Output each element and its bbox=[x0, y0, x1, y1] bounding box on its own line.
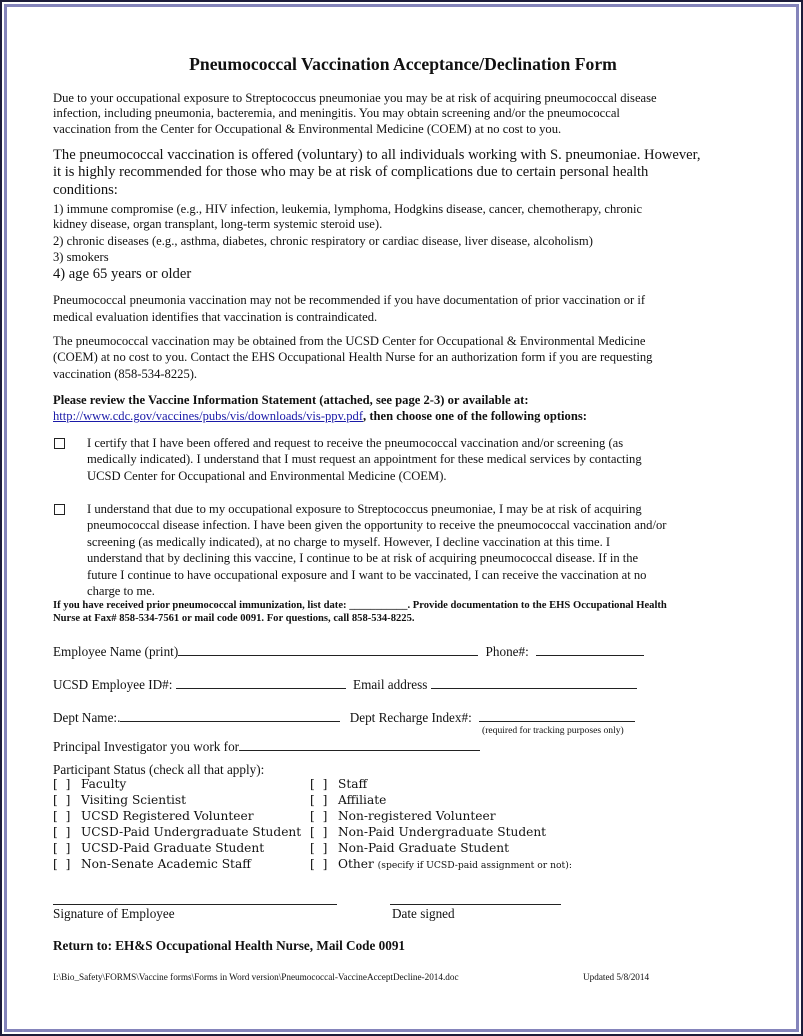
decline-checkbox[interactable] bbox=[54, 504, 65, 515]
status-checkbox[interactable]: [ ] bbox=[53, 793, 73, 807]
condition-item: kidney disease, organ transplant, long-term systemic steroid use). bbox=[53, 217, 383, 232]
date-signed-field[interactable] bbox=[390, 904, 561, 905]
footer-file-path: I:\Bio_Safety\FORMS\Vaccine forms\Forms in Word version\Pneumococcal-VaccineAcceptDecline-2014.doc bbox=[53, 972, 459, 982]
return-to: Return to: EH&S Occupational Health Nurse, Mail Code 0091 bbox=[53, 938, 406, 953]
condition-item: 2) chronic diseases (e.g., asthma, diabetes, chronic respiratory or cardiac disease, liver disease, alcoholism) bbox=[53, 233, 593, 248]
employee-name-row bbox=[53, 643, 644, 660]
signature-field[interactable] bbox=[53, 904, 337, 905]
status-checkbox[interactable]: [ ] bbox=[53, 857, 73, 871]
employee-id-label: UCSD Employee ID#: bbox=[53, 677, 173, 692]
phone-field[interactable] bbox=[536, 643, 644, 656]
recharge-field[interactable] bbox=[479, 709, 635, 722]
condition-item: 1) immune compromise (e.g., HIV infection, leukemia, lymphoma, Hodgkins disease, cancer, chemotherapy, chronic bbox=[53, 202, 643, 216]
recharge-label: Dept Recharge Index#: bbox=[349, 710, 472, 725]
dept-name-label: Dept Name:. bbox=[53, 710, 121, 725]
pi-label: Principal Investigator you work for bbox=[53, 739, 240, 754]
status-label: UCSD-Paid Undergraduate Student bbox=[81, 825, 302, 839]
status-label: Non-Senate Academic Staff bbox=[81, 857, 251, 871]
status-checkbox[interactable]: [ ] bbox=[310, 777, 330, 791]
obtain-line: (COEM) at no cost to you. Contact the EHS Occupational Health Nurse for an authorization form if you are requesting bbox=[53, 350, 653, 365]
obtain-line: The pneumococcal vaccination may be obtained from the UCSD Center for Occupational & Environmental Medicine bbox=[53, 334, 646, 348]
vis-link[interactable]: http://www.cdc.gov/vaccines/pubs/vis/downloads/vis-ppv.pdf bbox=[53, 409, 364, 424]
status-label: Non-registered Volunteer bbox=[338, 809, 496, 823]
condition-item: 3) smokers bbox=[53, 250, 109, 265]
recharge-note: (required for tracking purposes only) bbox=[482, 725, 624, 736]
employee-name-field[interactable] bbox=[178, 643, 478, 656]
accept-line: UCSD Center for Occupational and Environmental Medicine (COEM). bbox=[87, 468, 447, 483]
status-label: Faculty bbox=[81, 777, 127, 791]
prior-line: Nurse at Fax# 858-534-7561 or mail code 0091. For questions, call 858-534-8225. bbox=[53, 613, 415, 625]
status-checkbox[interactable]: [ ] bbox=[310, 809, 330, 823]
prior-immunization-note bbox=[53, 599, 763, 625]
participant-status-heading: Participant Status (check all that apply): bbox=[53, 762, 265, 777]
offered-line: The pneumococcal vaccination is offered (voluntary) to all individuals working with S. pneumoniae. However, bbox=[53, 147, 701, 163]
conditions-list bbox=[53, 202, 763, 266]
accept-line: I certify that I have been offered and request to receive the pneumococcal vaccination and/or screening (as bbox=[87, 436, 624, 450]
not-recommended-line: Pneumococcal pneumonia vaccination may not be recommended if you have documentation of prior vaccination or if bbox=[53, 293, 646, 307]
status-label: Staff bbox=[338, 777, 368, 791]
footer-updated: Updated 5/8/2014 bbox=[583, 972, 650, 982]
email-label: Email address bbox=[353, 677, 428, 692]
status-checkbox[interactable]: [ ] bbox=[310, 793, 330, 807]
decline-line: I understand that due to my occupational exposure to Streptococcus pneumoniae, I may be at risk of acquiring bbox=[87, 502, 642, 516]
status-label: Non-Paid Graduate Student bbox=[338, 841, 510, 855]
decline-text bbox=[87, 502, 757, 599]
accept-option bbox=[53, 436, 763, 486]
status-label: UCSD Registered Volunteer bbox=[81, 809, 254, 823]
decline-option bbox=[53, 502, 763, 598]
dept-name-field[interactable] bbox=[120, 709, 340, 722]
status-checkbox[interactable]: [ ] bbox=[310, 841, 330, 855]
offered-line: it is highly recommended for those who may be at risk of complications due to certain personal health bbox=[53, 164, 649, 181]
obtain-paragraph bbox=[53, 334, 763, 382]
employee-id-row bbox=[53, 676, 637, 693]
decline-line: understand that by declining this vaccine, I continue to be at risk of acquiring pneumococcal disease. If in the bbox=[87, 551, 639, 566]
status-label: Visiting Scientist bbox=[81, 793, 187, 807]
accept-line: medically indicated). I understand that I must request an appointment for these medical services by contacting bbox=[87, 452, 642, 467]
signature-label: Signature of Employee bbox=[53, 906, 175, 921]
not-recommended-paragraph bbox=[53, 293, 763, 326]
prior-line: If you have received prior pneumococcal immunization, list date: ___________. Provide documentation to the EHS Occupational Health bbox=[53, 600, 667, 611]
accept-text bbox=[87, 436, 757, 484]
intro-line: infection, including pneumonia, bacteremia, and meningitis. You may obtain screening and/or the pneumococcal bbox=[53, 106, 620, 121]
intro-line: Due to your occupational exposure to Streptococcus pneumoniae you may be at risk of acquiring pneumococcal disease bbox=[53, 91, 657, 105]
status-label: Non-Paid Undergraduate Student bbox=[338, 825, 547, 839]
status-checkbox[interactable]: [ ] bbox=[53, 777, 73, 791]
offered-line: conditions: bbox=[53, 181, 118, 198]
status-checkbox[interactable]: [ ] bbox=[310, 825, 330, 839]
phone-label: Phone#: bbox=[485, 644, 529, 659]
status-checkbox[interactable]: [ ] bbox=[53, 825, 73, 839]
status-label bbox=[338, 857, 572, 871]
decline-line: pneumococcal disease infection. I have been given the opportunity to receive the pneumococcal vaccination and/or bbox=[87, 518, 667, 533]
review-line: Please review the Vaccine Information Statement (attached, see page 2-3) or available at: bbox=[53, 393, 529, 407]
intro-paragraph bbox=[53, 91, 763, 137]
decline-line: charge to me. bbox=[87, 584, 155, 599]
date-signed-label: Date signed bbox=[392, 906, 455, 921]
intro-line: vaccination from the Center for Occupational & Environmental Medicine (COEM) at no cost to you. bbox=[53, 121, 562, 136]
status-other-label: Other bbox=[338, 857, 374, 871]
accept-checkbox[interactable] bbox=[54, 438, 65, 449]
not-recommended-line: medical evaluation identifies that vaccination is contraindicated. bbox=[53, 310, 378, 325]
decline-line: screening (as medically indicated), at no charge to myself. However, I decline vaccination at this time. I bbox=[87, 534, 611, 549]
dept-row bbox=[53, 709, 635, 726]
form-title: Pneumococcal Vaccination Acceptance/Declination Form bbox=[189, 54, 617, 74]
employee-id-field[interactable] bbox=[176, 676, 346, 689]
status-label: UCSD-Paid Graduate Student bbox=[81, 841, 265, 855]
review-paragraph bbox=[53, 393, 763, 425]
decline-line: future I continue to have occupational exposure and I want to be vaccinated, I can receive the vaccination at no bbox=[87, 567, 647, 582]
status-checkbox[interactable]: [ ] bbox=[310, 857, 330, 871]
review-line-rest: , then choose one of the following options: bbox=[363, 409, 587, 424]
email-field[interactable] bbox=[431, 676, 637, 689]
status-label: Affiliate bbox=[338, 793, 387, 807]
obtain-line: vaccination (858-534-8225). bbox=[53, 366, 198, 381]
status-other-note: (specify if UCSD-paid assignment or not): bbox=[377, 860, 572, 871]
status-checkbox[interactable]: [ ] bbox=[53, 841, 73, 855]
offered-paragraph bbox=[53, 147, 763, 199]
employee-name-label: Employee Name (print) bbox=[53, 644, 179, 659]
status-checkbox[interactable]: [ ] bbox=[53, 809, 73, 823]
pi-field[interactable] bbox=[239, 738, 480, 751]
condition-item-age: 4) age 65 years or older bbox=[53, 266, 192, 282]
pi-row bbox=[53, 738, 480, 755]
